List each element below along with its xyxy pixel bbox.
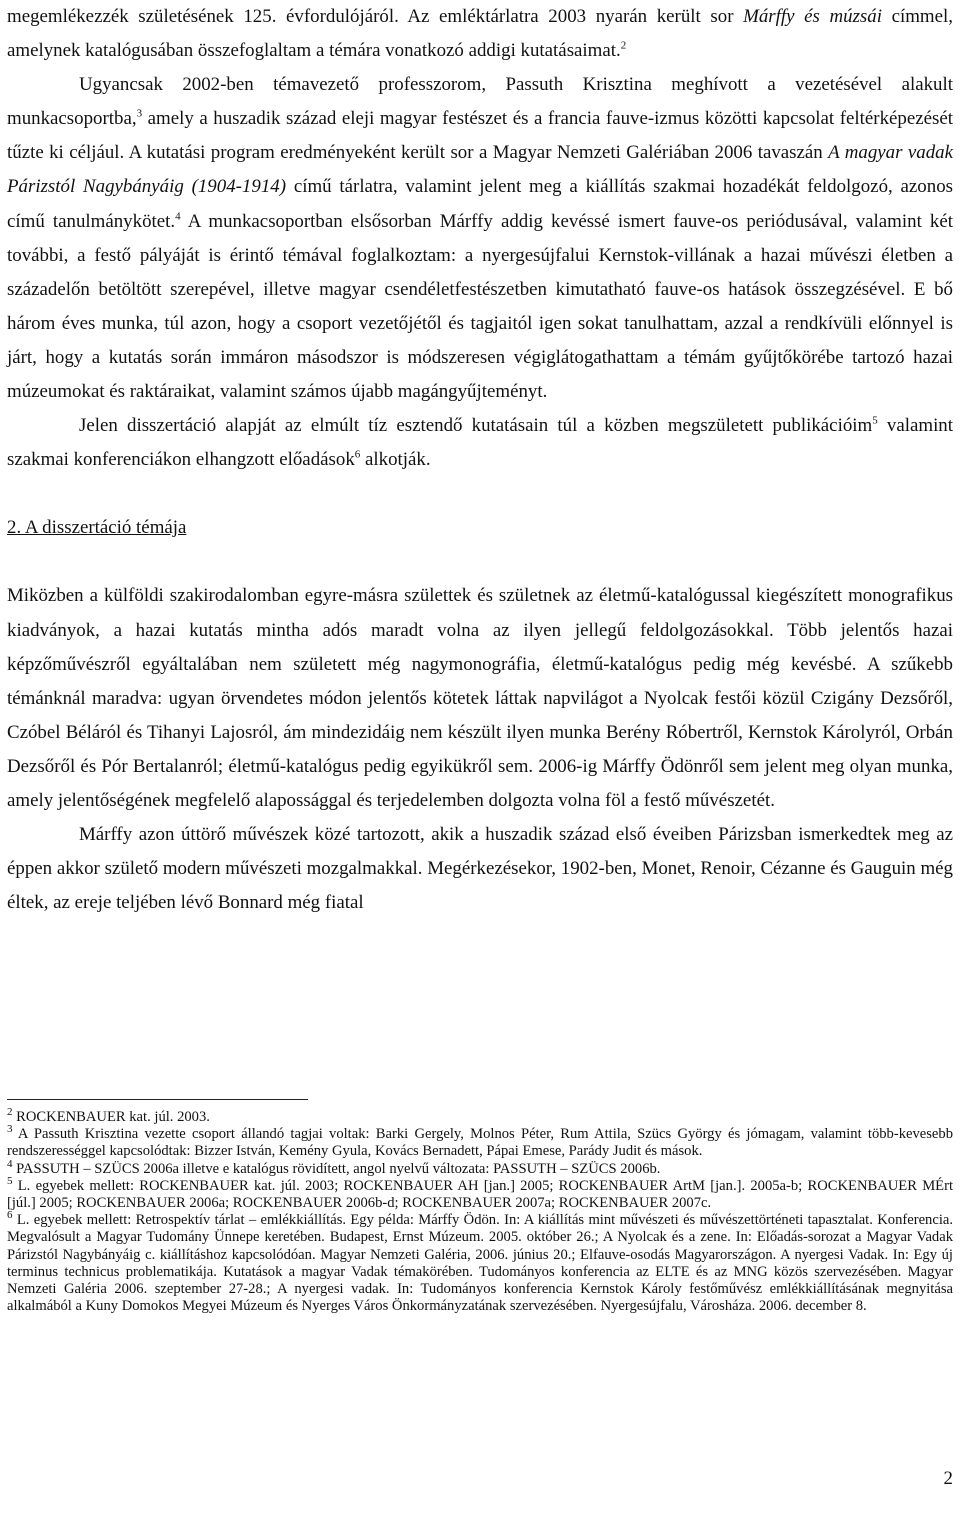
paragraph-research-group: Ugyancsak 2002-ben témavezető professzorom, Passuth Krisztina meghívott a vezetésével alakult munkacsoportba,$^3$ amely a huszadik század eleji magyar festészet és a francia fauve-izmus közötti kapcsolat feltérképezését tűzte ki céljául. A kutatási program eredményeként került sor a Magyar Nemzeti Galériában 2006 tavaszán A magyar vadak Párizstól Nagybányáig (1904-1914) című tárlatra, valamint jelent meg a kiállítás szakmai hozadékát feldolgozó, azonos című tanulmánykötet.$^4$ A munkacsoportban elsősorban Márffy addig kevéssé ismert fauve-os periódusával, valamint két további, a festő pályáját is érintő témával foglalkoztam: a nyergesújfalui Kernstok-villának a hazai művészi életben a századelőn betöltött szerepével, illetve magyar csendéletfestészetben kimutatható fauve-os hatások összegzésével. E bő három éves munka, túl azon, hogy a csoport vezetőjétől és tagjaitól igen sokat tanulhattam, azzal a rendkívüli előnnyel is járt, hogy a kutatás során immáron másodszor is módszeresen végiglátogathattam a témám gyűjtőkörébe tartozó hazai múzeumokat és raktáraikat, valamint számos újabb magángyűjteményt. bbox=[7, 74, 953, 403]
footnote-ref[interactable]: 6 bbox=[354, 448, 361, 461]
footnote-ref[interactable]: 3 bbox=[136, 107, 143, 120]
footnote-ref[interactable]: 5 bbox=[872, 414, 878, 427]
exhibition-title: Márffy és múzsái bbox=[743, 6, 882, 27]
footnotes bbox=[7, 1106, 953, 1315]
section-heading: 2. A disszertáció témája bbox=[7, 517, 187, 539]
document-body bbox=[7, 0, 953, 920]
page-number: 2 bbox=[943, 1468, 953, 1489]
footnote: $^6$ L. egyebek mellett: Retrospektív tárlat – emlékkiállítás. Egy példa: Márffy Ödön. In: A kiállítás mint művészeti és művészettörténeti tapasztalat. Konferencia. Megvalósult a Magyar Tudomány Ünnepe keretében. Budapest, Ernst Múzeum. 2005. október 26.; A Nyolcak és a zene. In: Előadás-sorozat a Magyar Vadak Párizstól Nagybányáig c. kiállításhoz kapcsolódóan. Magyar Nemzeti Galéria, 2006. június 20.; Elfauve-osodás Magyarországon. A nyergesi Vadak. In: Egy új terminus technicus problematikája. Kutatások a magyar Vadak témakörében. Tudományos konferencia az ELTE és az MNG közös szervezésében. Magyar Nemzeti Galéria 2006. szeptember 27-28.; A nyergesi vadak. In: Tudományos konferencia Kernstok Károly festőművész emlékkiállításának megnyitása alkalmából a Kuny Domokos Megyei Múzeum és Nyerges Város Önkormányzatának szervezésében. Nyergesújfalu, Városháza. 2006. december 8. bbox=[7, 1209, 953, 1315]
footnote-ref[interactable]: 4 bbox=[175, 210, 181, 223]
paragraph-marffy: Márffy azon úttörő művészek közé tartozott, akik a huszadik század első éveiben Párizsban ismerkedtek meg az éppen akkor születő modern művészeti mozgalmakkal. Megérkezésekor, 1902-ben, Monet, Renoir, Cézanne és Gauguin még éltek, az ereje teljében lévő Bonnard még fiatal bbox=[7, 824, 953, 914]
footnote: $^2$ ROCKENBAUER kat. júl. 2003. bbox=[7, 1106, 210, 1125]
exhibition-title: A magyar vadak Párizstól Nagybányáig (1904-1914) bbox=[7, 142, 953, 198]
footnote: $^4$ PASSUTH – SZÜCS 2006a illetve e katalógus rövidített, angol nyelvű változata: PASSUTH – SZÜCS 2006b. bbox=[7, 1157, 661, 1177]
footnote: $^5$ L. egyebek mellett: ROCKENBAUER kat. júl. 2003; ROCKENBAUER AH [jan.] 2005; ROCKENBAUER ArtM [jan.]. 2005a-b; ROCKENBAUER MÉrt [júl.] 2005; ROCKENBAUER 2006a; ROCKENBAUER 2006b-d; ROCKENBAUER 2007a; ROCKENBAUER 2007c. bbox=[7, 1174, 953, 1212]
paragraph-topic: Miközben a külföldi szakirodalomban egyre-másra születtek és születnek az életmű-katalógussal kiegészített monografikus kiadványok, a hazai kutatás mintha adós maradt volna az ilyen jellegű feldolgozásokkal. Több jelentős hazai képzőművészről egyáltalában nem született még nagymonográfia, életmű-katalógus pedig még kevésbé. A szűkebb témánknál maradva: ugyan örvendetes módon jelentős kötetek láttak napvilágot a Nyolcak festői közül Czigány Dezsőről, Czóbel Béláról és Tihanyi Lajosról, ám mindezidáig nem készült ilyen munka Berény Róbertről, Kernstok Károlyról, Orbán Dezsőről és Pór Bertalanról; életmű-katalógus pedig egyikükről sem. 2006-ig Márffy Ödönről sem jelent meg olyan munka, amely jelentőségének megfelelő alapossággal és terjedelemben dolgozta volna föl a festő művészetét. bbox=[7, 585, 953, 811]
paragraph-basis: Jelen disszertáció alapját az elmúlt tíz esztendő kutatásain túl a közben megszületett publikációim$^5$ valamint szakmai konferenciákon elhangzott előadások$^6$ alkotják. bbox=[7, 414, 954, 471]
footnote-separator bbox=[7, 1099, 308, 1100]
footnote: $^3$ A Passuth Krisztina vezette csoport állandó tagjai voltak: Barki Gergely, Molnos Péter, Rum Attila, Szücs György és jómagam, valamint több-kevesebb rendszerességgel kapcsolódtak: Bizzer István, Kemény Gyula, Kovács Bernadett, Pápai Emese, Parády Judit és mások. bbox=[7, 1123, 953, 1160]
intro-paragraph: megemlékezzék születésének 125. évfordulójáról. Az emléktárlatra 2003 nyarán került sor Márffy és múzsái címmel, amelynek katalógusában összefoglaltam a témára vonatkozó addigi kutatásaimat.$^2$ bbox=[7, 6, 953, 62]
footnote-ref[interactable]: 2 bbox=[620, 39, 627, 52]
